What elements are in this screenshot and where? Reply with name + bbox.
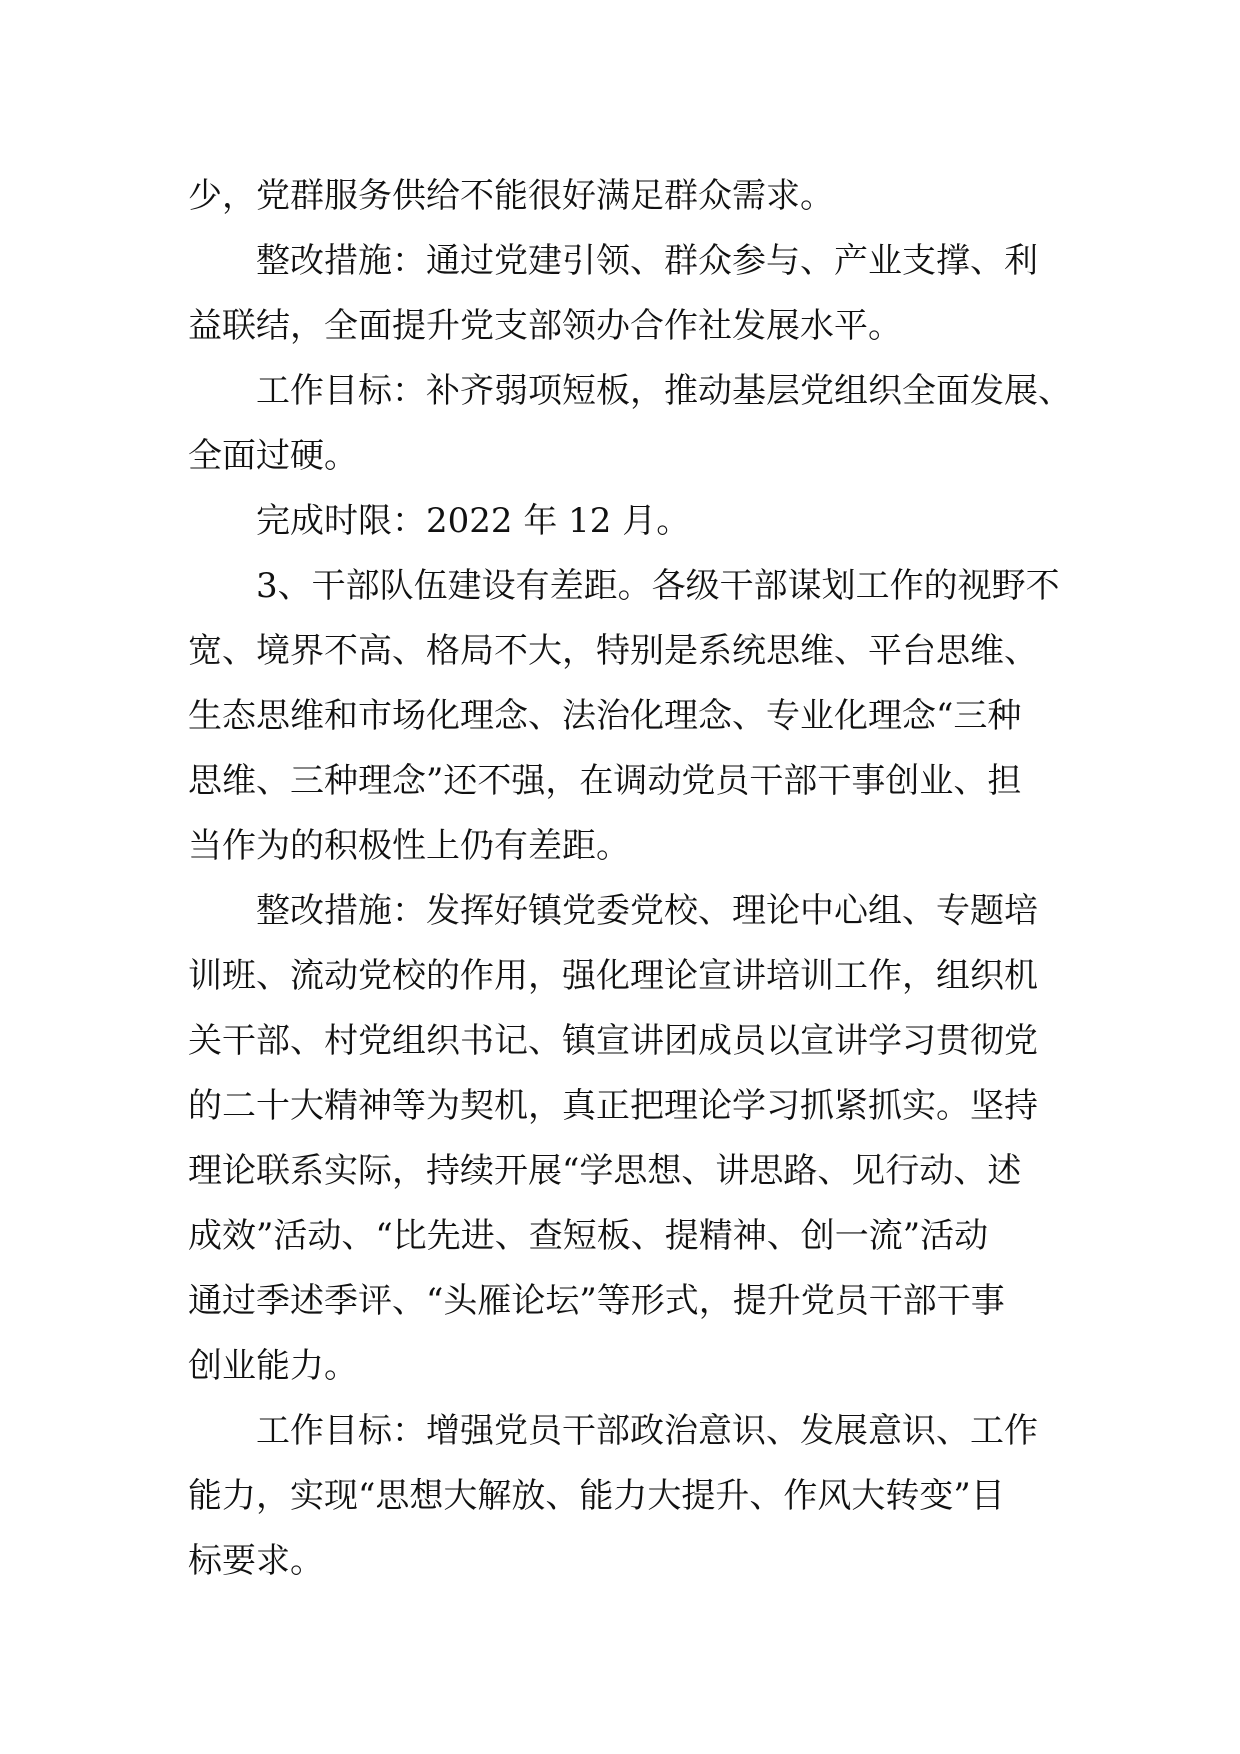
text-line: 当作为的积极性上仍有差距。 (188, 826, 630, 866)
text-line: 关干部、村党组织书记、镇宣讲团成员以宣讲学习贯彻党 (188, 1021, 1038, 1061)
text-line: 整改措施：发挥好镇党委党校、理论中心组、专题培 (256, 891, 1038, 931)
text-line: 宽、境界不高、格局不大，特别是系统思维、平台思维、 (188, 631, 1038, 671)
document-body (188, 164, 1072, 1594)
text-line: 少，党群服务供给不能很好满足群众需求。 (188, 176, 834, 216)
text-line: 理论联系实际，持续开展“学思想、讲思路、见行动、述 (188, 1151, 1022, 1191)
text-line: 益联结，全面提升党支部领办合作社发展水平。 (188, 306, 902, 346)
text-line: 通过季述季评、“头雁论坛”等形式，提升党员干部干事 (188, 1281, 1005, 1321)
text-line: 完成时限：2022 年 12 月。 (256, 501, 691, 541)
text-line: 训班、流动党校的作用，强化理论宣讲培训工作，组织机 (188, 956, 1038, 996)
text-line: 工作目标：增强党员干部政治意识、发展意识、工作 (256, 1411, 1038, 1451)
text-line: 工作目标：补齐弱项短板，推动基层党组织全面发展、 (256, 371, 1072, 411)
text-line: 成效”活动、“比先进、查短板、提精神、创一流”活动 (188, 1216, 989, 1256)
text-line: 全面过硬。 (188, 436, 358, 476)
text-line: 3、干部队伍建设有差距。各级干部谋划工作的视野不 (256, 566, 1060, 606)
text-line: 标要求。 (188, 1541, 324, 1581)
text-line: 思维、三种理念”还不强，在调动党员干部干事创业、担 (188, 761, 1022, 801)
text-line: 生态思维和市场化理念、法治化理念、专业化理念“三种 (188, 696, 1022, 736)
text-line: 创业能力。 (188, 1346, 358, 1386)
text-line: 的二十大精神等为契机，真正把理论学习抓紧抓实。坚持 (188, 1086, 1038, 1126)
text-line: 能力，实现“思想大解放、能力大提升、作风大转变”目 (188, 1476, 1005, 1516)
text-line: 整改措施：通过党建引领、群众参与、产业支撑、利 (256, 241, 1038, 281)
